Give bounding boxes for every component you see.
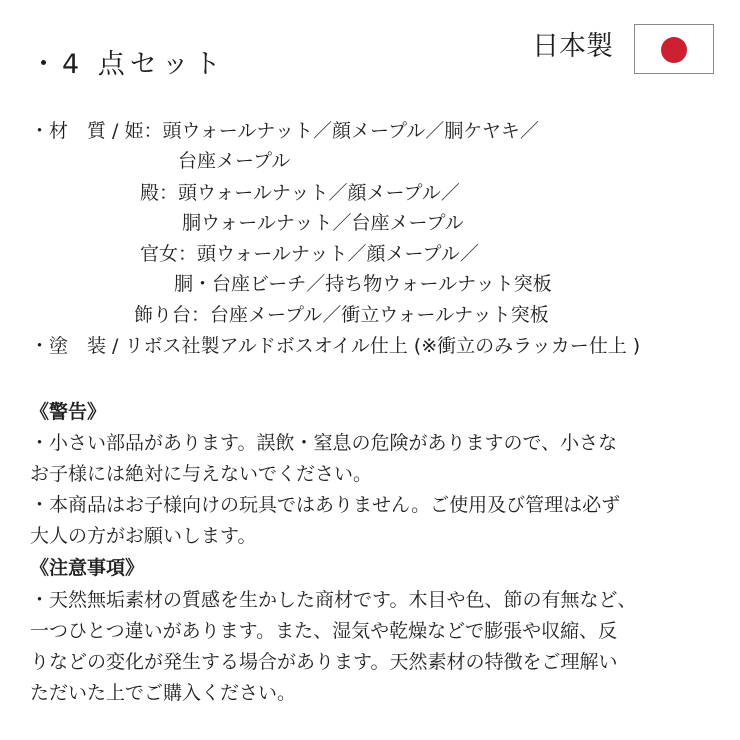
warning-line: 大人の方がお願いします。 (30, 525, 257, 547)
notes-heading: 《注意事項》 (30, 557, 145, 579)
notes-line: りなどの変化が発生する場合があります。天然素材の特徴をご理解い (30, 651, 618, 673)
notes-line: 一つひとつ違いがあります。また、湿気や乾燥などで膨張や収縮、反 (30, 620, 618, 642)
notes-line: ・天然無垢素材の質感を生かした商材です。木目や色、節の有無など、 (30, 589, 637, 611)
japan-flag-icon (634, 24, 714, 74)
spec-line-kanjo-cont: 胴・台座ビーチ／持ち物ウォールナット突板 (174, 273, 552, 295)
spec-line-kazaridai: 飾り台：台座メープル／衝立ウォールナット突板 (134, 304, 549, 326)
flag-red-disc (661, 37, 687, 63)
made-in-label: 日本製 (532, 31, 613, 62)
warning-line: ・小さい部品があります。誤飲・窒息の危険がありますので、小さな (30, 432, 618, 454)
notes-line: ただいた上でご購入ください。 (30, 682, 297, 704)
warning-heading: 《警告》 (30, 401, 107, 423)
spec-line-material: ・材 質 / 姫：頭ウォールナット／顔メープル／胴ケヤキ／ (30, 120, 539, 142)
spec-line-material-cont: 台座メープル (178, 150, 291, 172)
spec-line-tono: 殿：頭ウォールナット／顔メープル／ (140, 182, 460, 204)
set-title: ・4 点セット (30, 49, 226, 80)
spec-line-finish: ・塗 装 / リボス社製アルドボスオイル仕上 (※衝立のみラッカー仕上 ) (30, 335, 641, 357)
spec-line-kanjo: 官女：頭ウォールナット／顔メープル／ (140, 243, 479, 265)
warning-line: お子様には絶対に与えないでください。 (30, 463, 373, 485)
warning-line: ・本商品はお子様向けの玩具ではありません。ご使用及び管理は必ず (30, 494, 621, 516)
spec-line-tono-cont: 胴ウォールナット／台座メープル (182, 212, 464, 234)
